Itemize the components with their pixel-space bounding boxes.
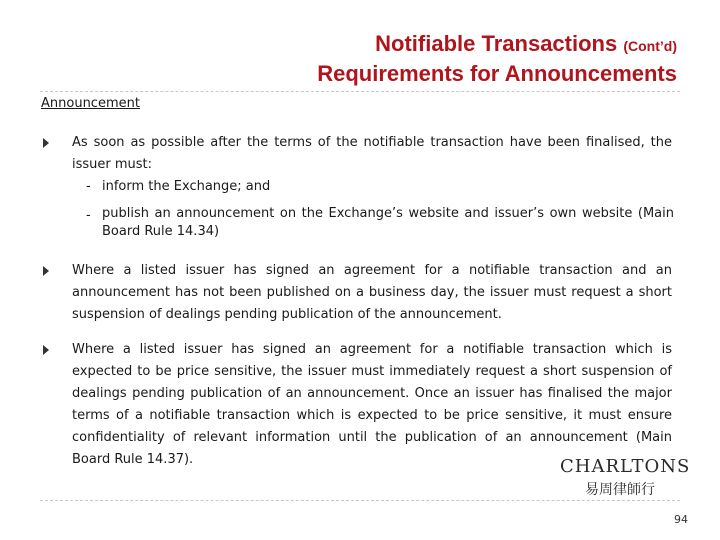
bullet-arrow-icon [43, 345, 49, 355]
logo-english: CHARLTONS [560, 456, 691, 477]
bullet-1-sub-2: publish an announcement on the Exchange’s website and issuer’s own website (Main Board Rule 14.34) [102, 206, 674, 239]
top-divider [40, 91, 680, 92]
title-cont: (Cont’d) [623, 38, 677, 54]
slide-title [317, 30, 677, 88]
section-heading: Announcement [41, 96, 140, 111]
title-line-1 [317, 30, 677, 60]
bullet-1-text: As soon as possible after the terms of the notifiable transaction have been finalised, the issuer must: [72, 135, 672, 172]
bullet-1-sub-1: inform the Exchange; and [102, 179, 271, 194]
bullet-arrow-icon [43, 266, 49, 276]
bullet-arrow-icon [43, 138, 49, 148]
bottom-divider [40, 500, 680, 501]
charltons-logo [560, 456, 691, 499]
page-number: 94 [674, 513, 688, 526]
title-line-2: Requirements for Announcements [317, 61, 677, 86]
logo-chinese: 易周律師行 [585, 482, 655, 498]
bullet-3-text: Where a listed issuer has signed an agreement for a notifiable transaction which is expected to be price sensitive, the issuer must immediately request a short suspension of dealings pending publication of an announcement. Once an issuer has finalised the major terms of a notifiable transaction which is expected to be price sensitive, it must ensure confidentiality of relevant information until the publication of an announcement (Main Board Rule 14.37). [72, 342, 672, 467]
sub-dash-icon: - [86, 179, 91, 194]
bullet-2-text: Where a listed issuer has signed an agreement for a notifiable transaction and an announcement has not been published on a business day, the issuer must request a short suspension of dealings pending publication of the announcement. [72, 263, 672, 322]
sub-dash-icon: - [86, 208, 91, 223]
title-main: Notifiable Transactions [375, 31, 618, 56]
